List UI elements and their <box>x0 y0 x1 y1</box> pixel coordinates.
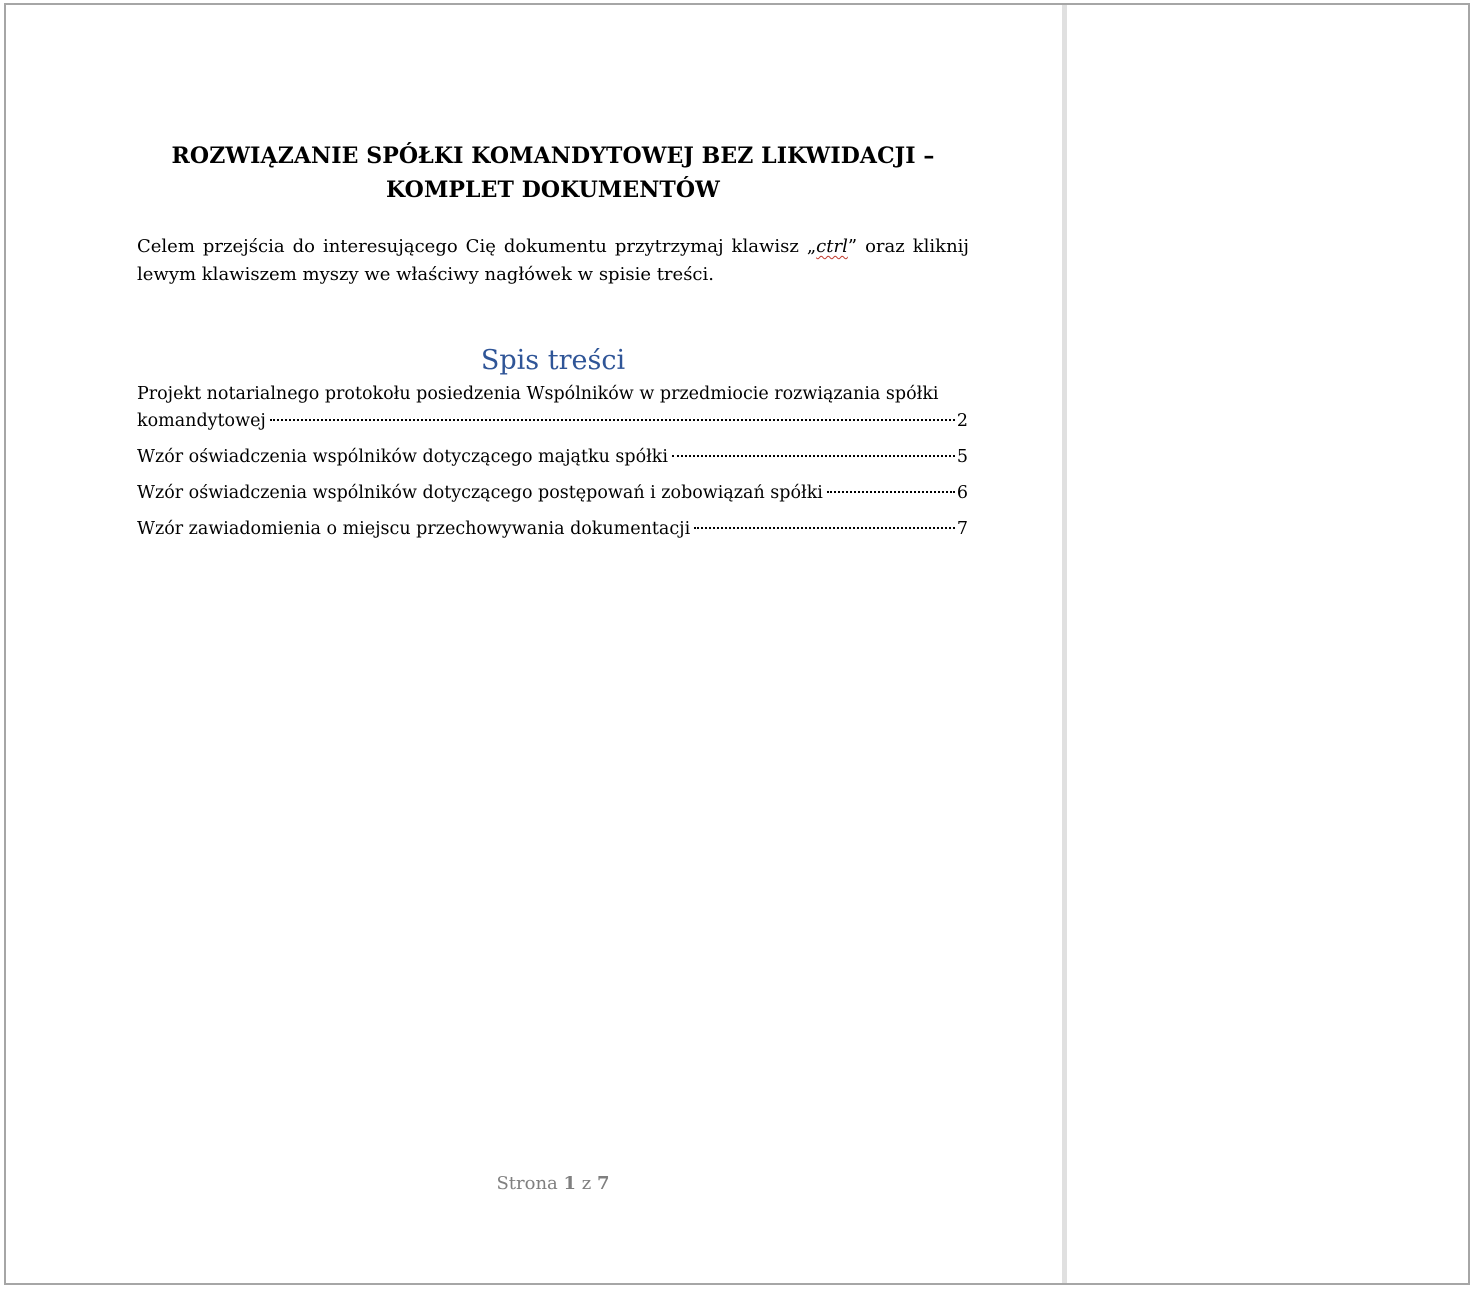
toc-entry-label[interactable]: Wzór oświadczenia wspólników dotyczącego postępowań i zobowiązań spółki <box>137 483 823 503</box>
current-page-number: 1 <box>563 1173 577 1194</box>
toc-page-number[interactable]: 2 <box>956 411 968 431</box>
toc-entry-line[interactable] <box>137 408 968 435</box>
total-page-count: 7 <box>597 1173 610 1194</box>
toc-entry-label[interactable]: komandytowej <box>137 411 266 431</box>
table-of-contents <box>137 381 968 552</box>
page-footer <box>137 1173 969 1194</box>
toc-page-number[interactable]: 7 <box>956 519 968 539</box>
intro-text-end: ” oraz kliknij lewym klawiszem myszy we właściwy nagłówek w spisie treści. <box>137 236 969 285</box>
toc-entry-proceedings-statement[interactable] <box>137 480 968 507</box>
next-page-area <box>1067 5 1468 1283</box>
toc-dot-leader <box>694 527 955 529</box>
toc-page-number[interactable]: 5 <box>956 447 968 467</box>
toc-entry-label[interactable]: Wzór oświadczenia wspólników dotyczącego majątku spółki <box>137 447 669 467</box>
page-title: ROZWIĄZANIE SPÓŁKI KOMANDYTOWEJ BEZ LIKWIDACJI – KOMPLET DOKUMENTÓW <box>171 143 935 203</box>
toc-entry-line[interactable] <box>137 444 968 471</box>
intro-paragraph <box>137 233 969 289</box>
document-page <box>6 5 1062 1283</box>
toc-entry-storage-notice[interactable] <box>137 516 968 543</box>
toc-entry-label[interactable]: Wzór zawiadomienia o miejscu przechowywania dokumentacji <box>137 519 691 539</box>
toc-entry-first-line[interactable]: Projekt notarialnego protokołu posiedzenia Wspólników w przedmiocie rozwiązania spółki <box>137 384 939 404</box>
toc-entry-line[interactable] <box>137 516 968 543</box>
toc-dot-leader <box>270 419 955 421</box>
toc-entry-assets-statement[interactable] <box>137 444 968 471</box>
ctrl-key-text: ctrl <box>816 236 848 257</box>
toc-entry-line[interactable] <box>137 480 968 507</box>
toc-entry-protocol[interactable] <box>137 381 968 435</box>
toc-page-number[interactable]: 6 <box>956 483 968 503</box>
intro-text-start: Celem przejścia do interesującego Cię dokumentu przytrzymaj klawisz „ <box>137 236 817 257</box>
footer-prefix: Strona <box>496 1173 558 1194</box>
toc-dot-leader <box>827 491 955 493</box>
toc-heading: Spis treści <box>480 345 626 376</box>
toc-dot-leader <box>672 455 955 457</box>
footer-of: z <box>581 1173 592 1194</box>
